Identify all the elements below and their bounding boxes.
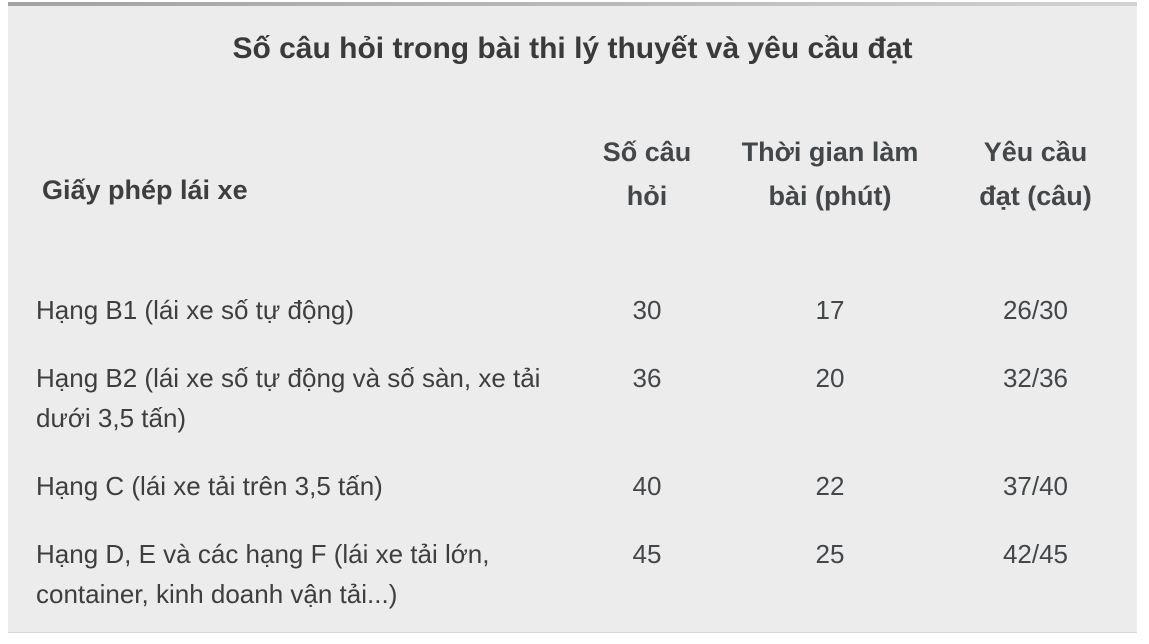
table-row — [8, 344, 1137, 452]
required-value: 42/45 — [1002, 539, 1069, 569]
table-body — [8, 276, 1137, 628]
minutes-value: 20 — [815, 363, 845, 393]
questions-value: 45 — [632, 539, 662, 569]
header-questions-text: Số câu hỏi — [602, 137, 692, 211]
questions-value: 30 — [632, 295, 662, 325]
header-license: Giấy phép lái xe — [42, 175, 248, 205]
minutes-value: 22 — [815, 471, 845, 501]
table-row — [8, 276, 1137, 344]
license-exam-table — [8, 130, 1137, 628]
license-label: Hạng B2 (lái xe số tự động và số sàn, xe tải dưới 3,5 tấn) — [36, 363, 541, 433]
questions-value: 40 — [632, 471, 662, 501]
license-label: Hạng D, E và các hạng F (lái xe tải lớn, container, kinh doanh vận tải...) — [36, 539, 490, 609]
license-label: Hạng B1 (lái xe số tự động) — [36, 295, 355, 325]
table-panel — [8, 2, 1137, 633]
header-time-text: Thời gian làm bài (phút) — [741, 137, 919, 211]
required-value: 32/36 — [1002, 363, 1069, 393]
questions-value: 36 — [632, 363, 662, 393]
header-time — [726, 130, 934, 218]
minutes-value: 25 — [815, 539, 845, 569]
header-required — [934, 130, 1137, 218]
table-row — [8, 520, 1137, 628]
table-title: Số câu hỏi trong bài thi lý thuyết và yêu cầu đạt — [232, 32, 913, 65]
table-header-row — [8, 130, 1137, 218]
table-row — [8, 452, 1137, 520]
license-label: Hạng C (lái xe tải trên 3,5 tấn) — [36, 471, 383, 501]
minutes-value: 17 — [815, 295, 845, 325]
required-value: 26/30 — [1002, 295, 1069, 325]
header-required-text: Yêu cầu đạt (câu) — [979, 137, 1092, 211]
panel-top-border — [8, 2, 1137, 6]
required-value: 37/40 — [1002, 471, 1069, 501]
header-questions — [568, 130, 726, 218]
